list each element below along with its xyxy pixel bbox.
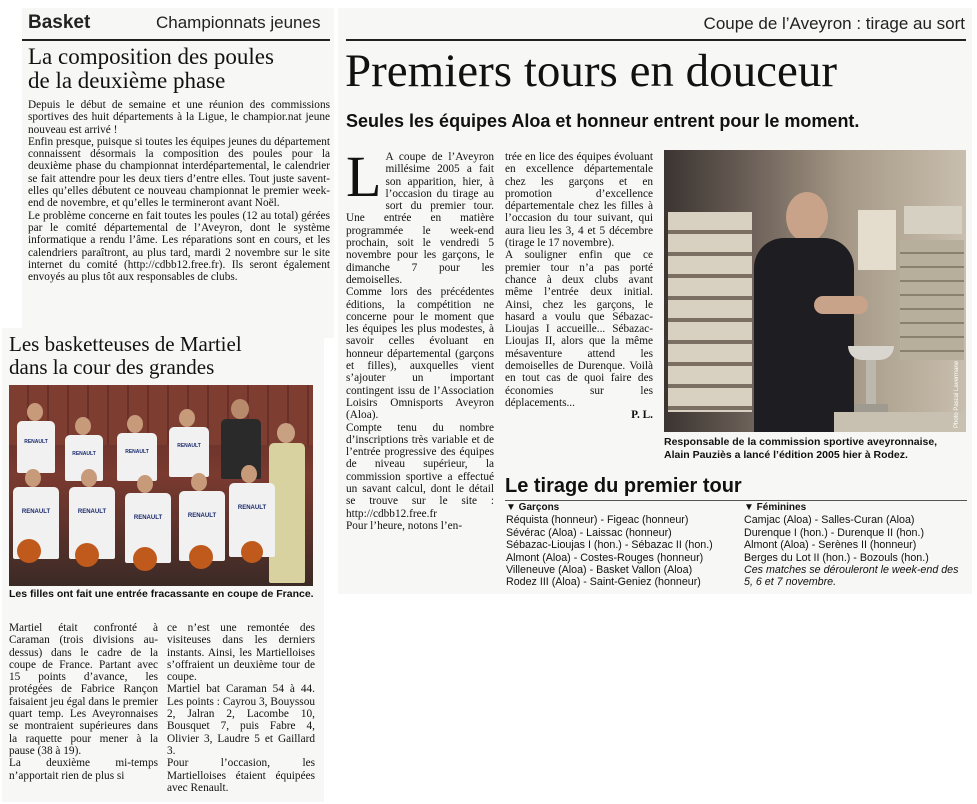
article2-title-line1: Les basketteuses de Martiel: [9, 332, 242, 356]
article1-title-line2: de la deuxième phase: [28, 68, 226, 93]
headline: Premiers tours en douceur: [345, 45, 838, 97]
article3-col1-tail: Pour l’heure, notons l’en-: [346, 519, 463, 532]
jersey-text: RENAULT: [24, 439, 48, 445]
article3-col2-paragraph: A souligner enfin que ce premier tour n’a pas porté chance à deux clubs avant même l’entrée deux initial. Ainsi, chez les garçons, le hasard a voulu que Sébazac-Lioujas I accueille... Sébazac-Lioujas II, alors que la même mésaventure attend les demoiselles de Durenque. Voilà en tout cas de quoi faire des économies sur les déplacements...: [505, 249, 653, 409]
tirage-rule: [505, 500, 967, 501]
article1-paragraph: Enfin presque, puisque si toutes les équipes jeunes du département connaissent désormais la composition des poules pour la deuxième phase du championnat interdépartemental, le calendrier se fait attendre pour les deux tiers d’entre elles. Tout juste savent-elles qu’elles débutent ce nouveau championnat le premier week-end de novembre, et qu’elles le termineront avant Noël.: [28, 135, 330, 210]
article2-col2-paragraph: Martiel bat Caraman 54 à 44. Les points : Cayrou 3, Bouyssou 2, Jalran 2, Lacombe 10, Bousquet 7, puis Fabre 4, Olivier 3, Laudre 5 et Gaillard 3.: [167, 683, 315, 757]
trophy-photo-caption-line2: Alain Pauziès a lancé l’édition 2005 hier à Rodez.: [664, 449, 908, 461]
article2-col2-paragraph: Pour l’occasion, les Martielloises étaient équipées avec Renault.: [167, 757, 315, 794]
trophy-photo: [664, 150, 966, 432]
article3-col1: [346, 144, 494, 532]
right-section-title: Coupe de l’Aveyron : tirage au sort: [703, 14, 965, 33]
man-head: [786, 192, 828, 242]
article2-col2-paragraph: ce n’est une remontée des visiteuses dans les derniers instants. Ainsi, les Martielloises s’offraient un deuxième tour de coupe.: [167, 622, 315, 684]
garcons-match: Sévérac (Aloa) - Laissac (honneur): [506, 526, 672, 539]
jersey-text: RENAULT: [72, 451, 96, 457]
subheadline: Seules les équipes Aloa et honneur entrent pour le moment.: [346, 111, 860, 131]
jersey-text: RENAULT: [237, 505, 267, 511]
feminines-list: [744, 502, 970, 589]
header-rule-right: [346, 39, 966, 41]
garcons-label: ▼ Garçons: [506, 502, 560, 513]
article1-title-line1: La composition des poules: [28, 44, 274, 69]
article1-body: [28, 99, 330, 283]
article2-col2: [167, 622, 315, 794]
article2-title-line2: dans la cour des grandes: [9, 355, 215, 379]
garcons-list: [506, 502, 738, 589]
header-rule-left: [22, 39, 330, 41]
team-photo-caption: Les filles ont fait une entrée fracassante en coupe de France.: [9, 588, 314, 600]
article3-col2: [505, 151, 653, 422]
section-label: Basket: [28, 12, 91, 33]
jersey-text: RENAULT: [133, 515, 163, 521]
garcons-match: Sébazac-Lioujas I (hon.) - Sébazac II (hon.): [506, 539, 713, 552]
garcons-match: Almont (Aloa) - Costes-Rouges (honneur): [506, 551, 704, 564]
feminines-match: Berges du Lot II (hon.) - Bozouls (hon.): [744, 551, 929, 564]
jersey-text: RENAULT: [177, 443, 201, 449]
dropcap: L: [346, 144, 382, 209]
article1-title: [28, 45, 328, 93]
feminines-match: Almont (Aloa) - Serènes II (honneur): [744, 539, 917, 552]
article2-col1: [9, 622, 158, 782]
photo-credit: Photo Pascal Lavermane: [954, 360, 960, 428]
article1-paragraph: Le problème concerne en fait toutes les poules (12 au total) gérées par le comité départemental de l’Aveyron, dont le système informatique a rendu l’âme. Les réparations sont en cours, et les calendriers paraîtront, au plus tard, mardi 2 novembre sur le site internet du comité (http://cdbb12.free.fr). Ils seront également envoyés au plus tôt aux responsables de clubs.: [28, 209, 330, 284]
article3-col2-paragraph: trée en lice des équipes évoluant en excellence départementale chez les garçons et en promotion d’excellence départementale chez les filles à l’occasion du tour suivant, qui aura lieu les 3, 4 et 5 décembre (tirage le 17 novembre).: [505, 151, 653, 250]
garcons-match: Réquista (honneur) - Figeac (honneur): [506, 514, 689, 527]
garcons-match: Rodez III (Aloa) - Saint-Geniez (honneur): [506, 576, 701, 589]
feminines-label: ▼ Féminines: [744, 502, 807, 513]
trophy-icon: [848, 346, 894, 360]
feminines-match: Camjac (Aloa) - Salles-Curan (Aloa): [744, 514, 915, 527]
jersey-text: RENAULT: [125, 449, 149, 455]
article3-col1-lead: A coupe de l’Aveyron millésime 2005 a fait son apparition, hier, à l’occasion du tirage au sort du premier tour. Une entrée en matière programmée le week-end prochain, soit le vendredi 5 novembre pour les garçons, le dimanche 7 pour les demoiselles.: [346, 151, 494, 286]
garcons-match: Villeneuve (Aloa) - Basket Vallon (Aloa): [506, 564, 693, 577]
jersey-text: RENAULT: [77, 509, 107, 515]
article3-col1-more: Comme lors des précédentes éditions, la compétition ne concerne pour le moment que les équipes les plus modestes, à savoir celles évoluant en honneur départemental (garçons et filles), auxquelles vient s’ajouter un important contingent issu de l’Association Loisirs Omnisports Aveyron (Aloa).: [346, 286, 494, 422]
article2-col1-paragraph: La deuxième mi-temps n’apportait rien de plus si: [9, 757, 158, 782]
feminines-match: Durenque I (hon.) - Durenque II (hon.): [744, 526, 925, 539]
subsection-label: Championnats jeunes: [156, 13, 321, 32]
team-photo: [9, 385, 313, 586]
jersey-text: RENAULT: [21, 509, 51, 515]
signature: P. L.: [631, 409, 653, 422]
article2-title: [9, 333, 321, 379]
article2-col1-paragraph: Martiel était confronté à Caraman (trois divisions au-dessus) dans le cadre de la coupe de France. Partant avec 15 points d’avance, les protégées de Fabrice Rançon faisaient jeu égal dans le premier quart temp. Les Aveyronnaises se montraient supérieures dans la raquette pour mener à la pause (38 à 19).: [9, 622, 158, 757]
trophy-photo-caption: [664, 436, 970, 462]
tirage-note: Ces matches se dérouleront le week-end des 5, 6 et 7 novembre.: [744, 564, 959, 589]
tirage-title: Le tirage du premier tour: [505, 475, 742, 497]
trophy-photo-caption-line1: Responsable de la commission sportive aveyronnaise,: [664, 436, 938, 448]
article1-paragraph: Depuis le début de semaine et une réunion des commissions sportives des huit départements à la Ligue, le champior.nat jeune nouveau est arrivé !: [28, 99, 330, 136]
article3-col1-end: Compte tenu du nombre d’inscriptions très variable et de l’entrée progressive des équipes de niveau supérieur, la commission sportive a effectué un savant calcul, dont le détail se trouve sur le site : http://cdbb12.free.fr: [346, 421, 494, 520]
jersey-text: RENAULT: [187, 513, 217, 519]
